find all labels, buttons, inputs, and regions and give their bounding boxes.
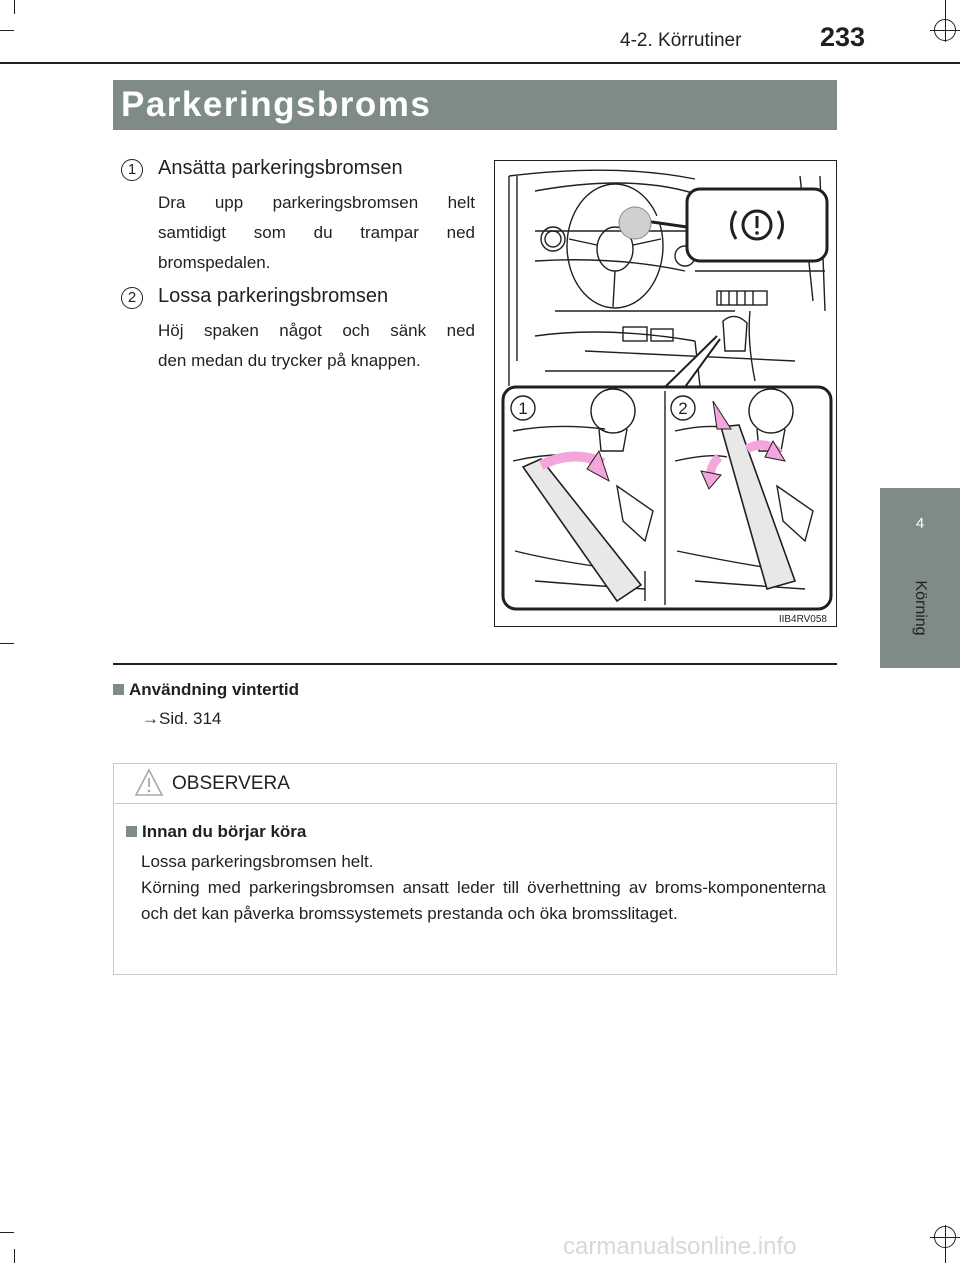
parking-brake-illustration <box>494 160 837 627</box>
crop-mark <box>14 0 15 14</box>
warning-triangle-icon <box>134 768 164 798</box>
chapter-label: Körning <box>912 580 929 636</box>
crop-mark <box>14 1249 15 1263</box>
winter-page-reference: →Sid. 314 <box>142 709 222 728</box>
crop-mark <box>0 643 14 644</box>
crop-mark <box>0 1232 14 1233</box>
caution-subheading <box>126 822 306 842</box>
watermark: carmanualsonline.info <box>563 1233 797 1260</box>
step-2-body <box>158 316 475 376</box>
chapter-number: 4 <box>915 515 925 532</box>
caution-subheading-text: Innan du börjar köra <box>142 822 307 841</box>
square-bullet-icon <box>126 826 137 837</box>
illustration-drawing <box>495 161 838 628</box>
caution-box <box>113 763 837 975</box>
step-2-number: 2 <box>121 287 143 309</box>
illustration-code: IIB4RV058 <box>778 614 827 625</box>
section-heading: 4-2. Körrutiner <box>620 30 742 51</box>
registration-circle <box>934 1226 956 1248</box>
step-1-number: 1 <box>121 159 143 181</box>
title-band <box>113 80 837 130</box>
page-number: 233 <box>820 22 866 52</box>
caution-title: OBSERVERA <box>172 773 290 794</box>
step-1-line: samtidigt som du trampar ned <box>158 223 475 242</box>
page-title: Parkeringsbroms <box>121 85 432 124</box>
step-1-title: Ansätta parkeringsbromsen <box>158 157 403 179</box>
chapter-tab <box>880 488 960 668</box>
caution-line: Körning med parkeringsbromsen ansatt leder till överhettning av broms-komponenterna och det kan påverka bromssystemets prestanda och öka bromsslitaget. <box>141 878 826 923</box>
caution-line: Lossa parkeringsbromsen helt. <box>141 852 374 871</box>
section-divider <box>113 663 837 665</box>
step-2-title: Lossa parkeringsbromsen <box>158 285 389 307</box>
caution-text <box>141 849 826 927</box>
winter-heading-text: Användning vintertid <box>129 680 299 699</box>
step-1-line: Dra upp parkeringsbromsen helt <box>158 193 475 212</box>
step-1-line: bromspedalen. <box>158 253 271 272</box>
winter-heading <box>113 680 299 700</box>
step-2-line: Höj spaken något och sänk ned <box>158 321 475 340</box>
callout-2: 2 <box>678 399 688 418</box>
caution-header <box>114 764 836 804</box>
header-rule <box>0 62 960 64</box>
square-bullet-icon <box>113 684 124 695</box>
step-2-line: den medan du trycker på knappen. <box>158 351 421 370</box>
registration-circle <box>934 19 956 41</box>
callout-1: 1 <box>518 399 528 418</box>
step-1-body <box>158 188 475 278</box>
crop-mark <box>0 30 14 31</box>
